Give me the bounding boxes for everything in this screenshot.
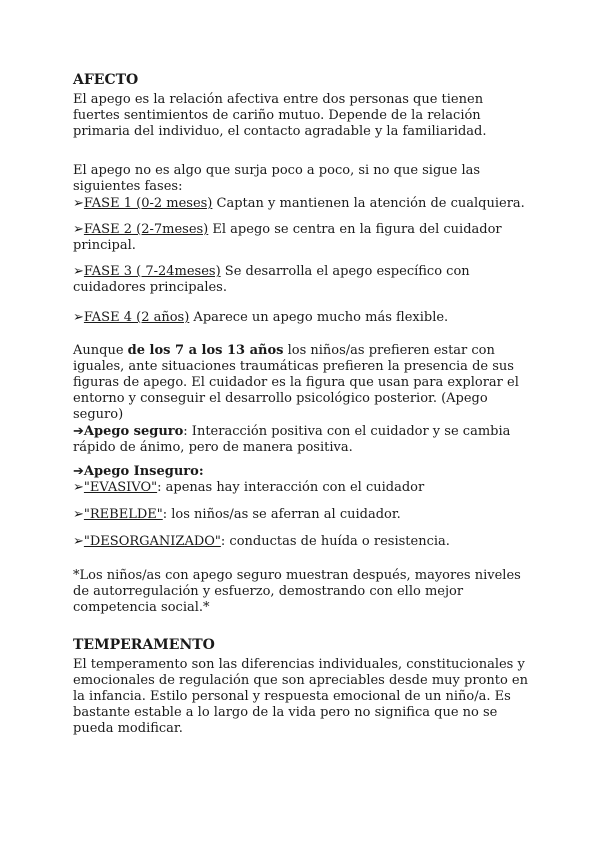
insecure-type-text: : conductas de huída o resistencia. — [220, 534, 450, 549]
secure-attachment-item — [73, 424, 533, 456]
secure-attachment-label: Apego seguro — [83, 424, 184, 439]
bullet-arrow-icon: ➢ — [73, 222, 84, 237]
bullet-arrow-icon: ➢ — [73, 534, 84, 549]
insecure-attachment-label: Apego Inseguro — [83, 464, 199, 479]
phase-item — [73, 264, 533, 296]
section-heading-temperamento: TEMPERAMENTO — [73, 637, 215, 653]
afecto-intro-paragraph: El apego es la relación afectiva entre dos personas que tienen fuertes sentimientos de cariño mutuo. Depende de la relación primaria del individuo, el contacto agradable y la familiaridad. — [73, 92, 487, 139]
phase-label: FASE 4 (2 años) — [83, 310, 190, 325]
phase-text: El apego se centra en la figura del cuidador principal. — [73, 222, 502, 253]
arrow-right-icon: ➔ — [73, 424, 84, 439]
insecure-attachment-heading — [73, 464, 533, 480]
phases-intro-paragraph: El apego no es algo que surja poco a poco, si no que sigue las siguientes fases: — [73, 163, 481, 194]
phase-text: Se desarrolla el apego específico con cuidadores principales. — [73, 264, 470, 295]
phase-item — [73, 196, 533, 212]
phase-item — [73, 222, 533, 254]
phase-text: Aparece un apego mucho más flexible. — [189, 310, 449, 325]
section-heading-afecto: AFECTO — [73, 72, 139, 88]
secure-attachment-note: *Los niños/as con apego seguro muestran después, mayores niveles de autorregulación y esfuerzo, demostrando con ello mejor competencia social.* — [73, 568, 521, 615]
age-paragraph — [73, 343, 533, 423]
age-paragraph-lead: Aunque — [73, 343, 128, 358]
insecure-type-text: : los niños/as se aferran al cuidador. — [162, 507, 401, 522]
insecure-type-item — [73, 507, 533, 523]
temperamento-paragraph: El temperamento son las diferencias individuales, constitucionales y emocionales de regulación que son apreciables desde muy pronto en la infancia. Estilo personal y respuesta emocional de un niño/a. Es bastante estable a lo largo de la vida pero no significa que no se pueda modificar. — [73, 657, 528, 736]
bullet-arrow-icon: ➢ — [73, 310, 84, 325]
phase-label: FASE 2 (2-7meses) — [83, 222, 209, 237]
phase-label: FASE 1 (0-2 meses) — [83, 196, 213, 211]
arrow-right-icon: ➔ — [73, 464, 84, 479]
age-range-emphasis: de los 7 a los 13 años — [127, 343, 284, 358]
secure-attachment-text: : Interacción positiva con el cuidador y se cambia rápido de ánimo, pero de manera positiva. — [73, 424, 511, 455]
insecure-type-label: "REBELDE" — [83, 507, 163, 522]
insecure-type-item — [73, 534, 533, 550]
bullet-arrow-icon: ➢ — [73, 480, 84, 495]
insecure-type-label: "EVASIVO" — [83, 480, 158, 495]
insecure-type-item — [73, 480, 533, 496]
bullet-arrow-icon: ➢ — [73, 507, 84, 522]
phase-item — [73, 310, 533, 326]
insecure-type-label: "DESORGANIZADO" — [83, 534, 221, 549]
insecure-type-text: : apenas hay interacción con el cuidador — [157, 480, 425, 495]
phase-text: Captan y mantienen la atención de cualquiera. — [212, 196, 525, 211]
bullet-arrow-icon: ➢ — [73, 264, 84, 279]
insecure-attachment-colon: : — [198, 464, 204, 479]
phase-label: FASE 3 ( 7-24meses) — [83, 264, 221, 279]
age-paragraph-body: los niños/as prefieren estar con iguales, ante situaciones traumáticas prefieren la presencia de sus figuras de apego. El cuidador es la figura que usan para explorar el entorno y conseguir el desarrollo psicológico posterior. (Apego seguro) — [73, 343, 519, 422]
bullet-arrow-icon: ➢ — [73, 196, 84, 211]
